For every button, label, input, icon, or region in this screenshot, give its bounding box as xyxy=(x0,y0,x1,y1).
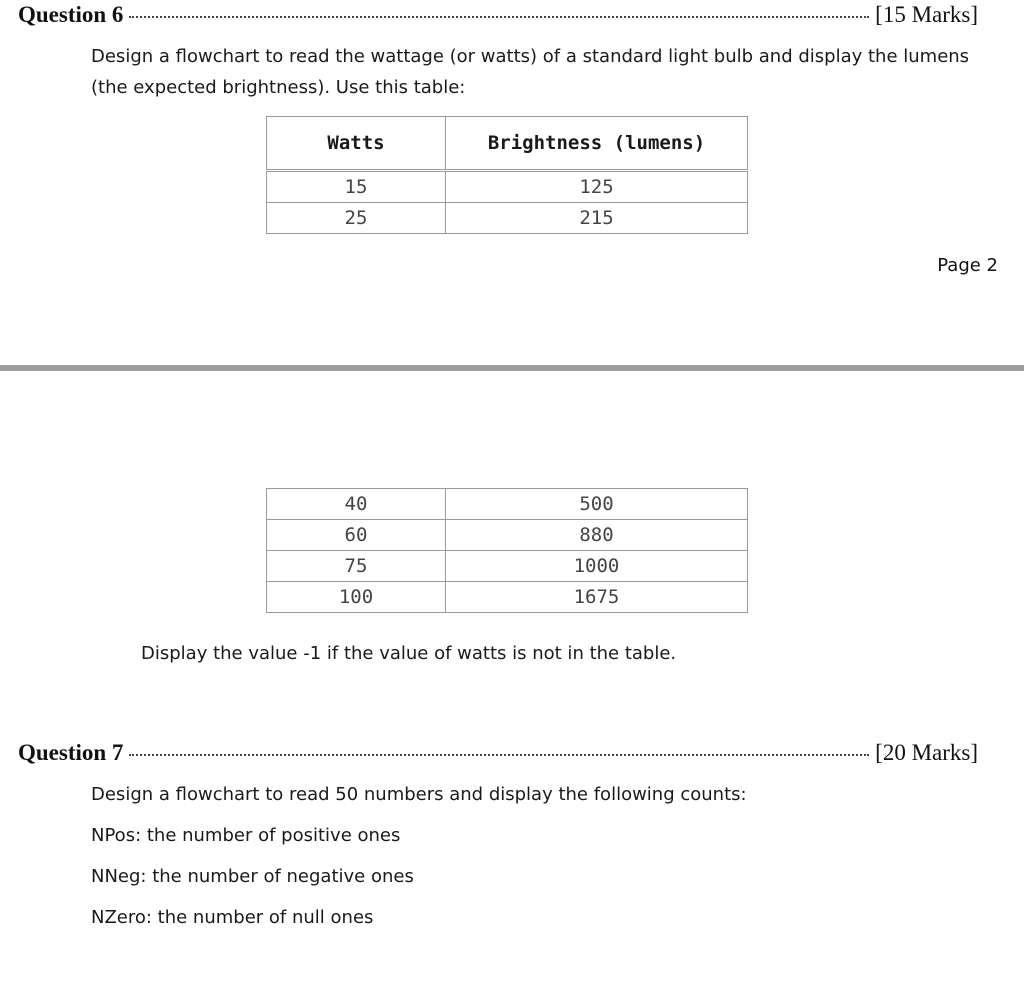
lumens-cell: 125 xyxy=(446,171,748,203)
question-6-intro-line1: Design a flowchart to read the wattage (or watts) of a standard light bulb and display the lumens xyxy=(91,46,970,67)
watts-cell: 15 xyxy=(267,171,446,203)
table-row xyxy=(267,582,748,613)
question-6-title: Question 6 xyxy=(18,2,124,27)
watts-cell: 25 xyxy=(267,203,446,234)
question-7-item-nneg: NNeg: the number of negative ones xyxy=(91,866,414,887)
watts-cell: 100 xyxy=(267,582,446,613)
watts-cell: 75 xyxy=(267,551,446,582)
leader-dots xyxy=(129,16,869,18)
table-row xyxy=(267,203,748,234)
question-7-item-nzero: NZero: the number of null ones xyxy=(91,907,374,928)
question-6-marks: [15 Marks] xyxy=(875,2,978,27)
lumens-cell: 215 xyxy=(446,203,748,234)
watts-table-part2 xyxy=(266,488,748,613)
question-6-header xyxy=(18,2,978,32)
question-7-item-npos: NPos: the number of positive ones xyxy=(91,825,401,846)
lumens-cell: 1000 xyxy=(446,551,748,582)
question-7-intro: Design a flowchart to read 50 numbers and display the following counts: xyxy=(91,784,747,805)
watts-cell: 60 xyxy=(267,520,446,551)
header-watts: Watts xyxy=(267,117,446,171)
leader-dots xyxy=(129,754,869,756)
watts-cell: 40 xyxy=(267,489,446,520)
question-6-intro xyxy=(91,41,969,103)
table-row xyxy=(267,489,748,520)
watts-table-part1 xyxy=(266,116,748,234)
lumens-cell: 880 xyxy=(446,520,748,551)
question-7-title: Question 7 xyxy=(18,740,124,765)
table-row xyxy=(267,551,748,582)
page-break-divider xyxy=(0,365,1024,371)
lumens-cell: 1675 xyxy=(446,582,748,613)
table-header-row xyxy=(267,117,748,171)
question-7-header xyxy=(18,740,978,770)
table-row xyxy=(267,171,748,203)
question-6-intro-line2: (the expected brightness). Use this table: xyxy=(91,77,466,98)
page-number: Page 2 xyxy=(937,255,998,276)
question-6-note: Display the value -1 if the value of watts is not in the table. xyxy=(141,643,677,664)
table-row xyxy=(267,520,748,551)
lumens-cell: 500 xyxy=(446,489,748,520)
header-brightness: Brightness (lumens) xyxy=(446,117,748,171)
question-7-marks: [20 Marks] xyxy=(875,740,978,765)
